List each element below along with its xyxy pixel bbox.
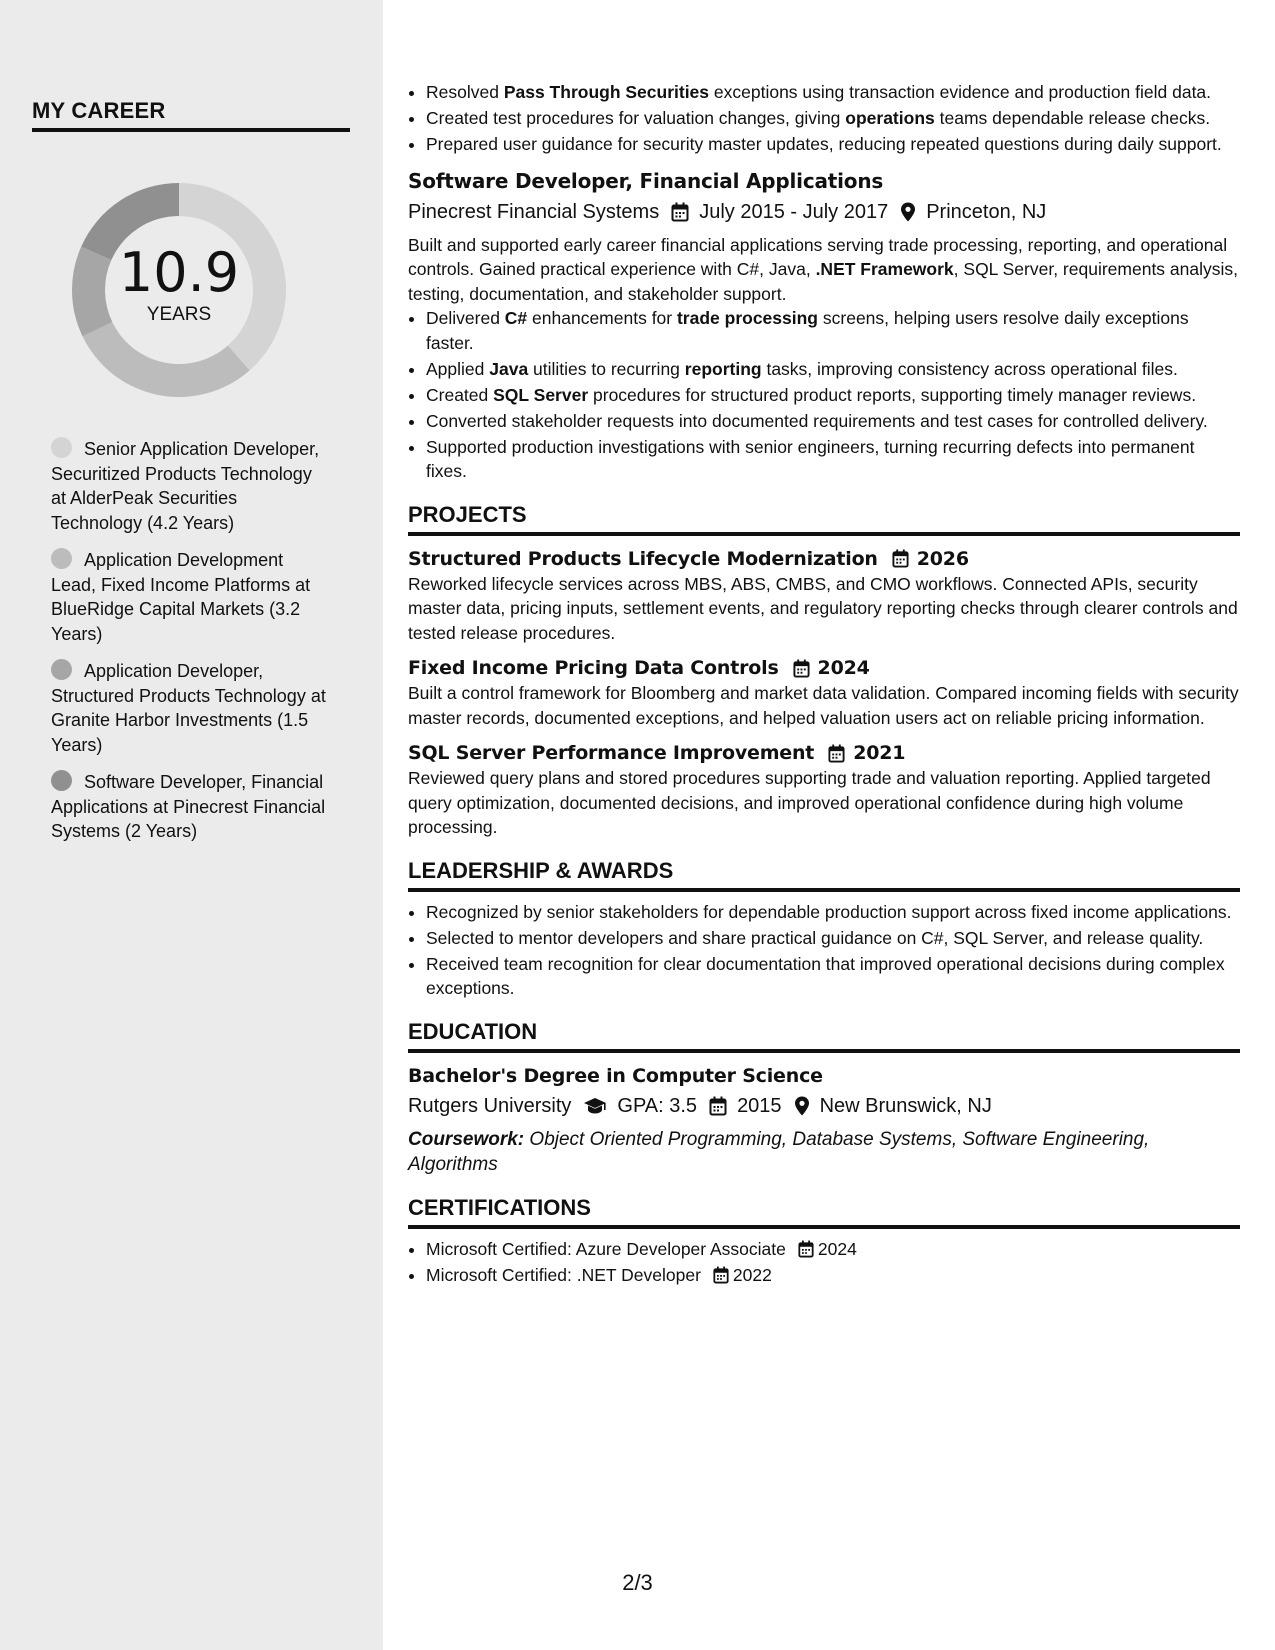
certifications-list (408, 1237, 1240, 1288)
project-year: 2026 (916, 547, 969, 570)
previous-job-bullets (408, 80, 1240, 157)
bullet-item: • Delivered C# enhancements for trade processing screens, helping users resolve daily exceptions faster. (426, 306, 1240, 355)
calendar-icon (793, 659, 810, 678)
school-location: New Brunswick, NJ (819, 1094, 992, 1117)
school-name: Rutgers University (408, 1094, 572, 1117)
bullet-item: • Created test procedures for valuation changes, giving operations teams dependable release checks. (426, 106, 1240, 131)
project-item (408, 548, 1240, 646)
project-description: Built a control framework for Bloomberg and market data validation. Compared incoming fields with security master records, documented exceptions, and helped valuation users act on reliable pricing information. (408, 683, 1239, 728)
leadership-heading: LEADERSHIP & AWARDS (408, 858, 1240, 892)
calendar-icon (798, 1240, 814, 1258)
calendar-icon (671, 202, 689, 222)
total-years-unit: YEARS (146, 304, 212, 325)
legend-label: Application Developer, Structured Products Technology at Granite Harbor Investments (1.5 Years) (51, 661, 326, 755)
legend-dot (51, 770, 72, 791)
bullet-item: • Applied Java utilities to recurring reporting tasks, improving consistency across operational files. (426, 357, 1240, 382)
project-title: Structured Products Lifecycle Modernization (408, 547, 878, 570)
graduation-year: 2015 (737, 1094, 782, 1117)
projects-heading: PROJECTS (408, 502, 1240, 536)
certification-name: • Microsoft Certified: .NET Developer (426, 1264, 701, 1285)
legend-label: Senior Application Developer, Securitized Products Technology at AlderPeak Securities Technology (4.2 Years) (51, 439, 320, 533)
calendar-icon (713, 1266, 729, 1284)
calendar-icon (828, 744, 845, 763)
location-pin-icon (794, 1096, 810, 1116)
bullet-item: • Selected to mentor developers and share practical guidance on C#, SQL Server, and release quality. (426, 926, 1240, 951)
legend-dot (51, 437, 72, 458)
project-year: 2021 (853, 742, 906, 764)
total-years-value: 10.9 (118, 241, 240, 304)
certification-item (426, 1237, 1240, 1262)
gpa: GPA: 3.5 (617, 1094, 698, 1117)
education-heading: EDUCATION (408, 1019, 1240, 1053)
graduation-cap-icon (583, 1097, 607, 1115)
bullet-item: • Prepared user guidance for security master updates, reducing repeated questions during daily support. (426, 132, 1240, 157)
certification-name: • Microsoft Certified: Azure Developer Associate (426, 1238, 786, 1259)
job-title: Software Developer, Financial Applications (408, 168, 884, 193)
legend-dot (51, 659, 72, 680)
career-donut-chart (66, 177, 292, 403)
bullet-item: • Received team recognition for clear documentation that improved operational decisions during complex exceptions. (426, 952, 1240, 1001)
legend-label: Application Development Lead, Fixed Income Platforms at BlueRidge Capital Markets (3.2 Years) (51, 550, 311, 644)
legend-label: Software Developer, Financial Applications at Pinecrest Financial Systems (2 Years) (51, 772, 326, 841)
project-year: 2024 (817, 657, 870, 679)
project-header (408, 742, 1240, 764)
donut-center (66, 177, 292, 403)
bullet-item: • Recognized by senior stakeholders for dependable production support across fixed income applications. (426, 900, 1240, 925)
job-dates: July 2015 - July 2017 (699, 200, 889, 223)
project-title: Fixed Income Pricing Data Controls (408, 657, 779, 679)
legend-item (51, 548, 326, 646)
project-item (408, 657, 1240, 730)
career-legend (51, 437, 326, 857)
certification-year: 2024 (817, 1238, 857, 1259)
bullet-item: • Created SQL Server procedures for structured product reports, supporting timely manager reviews. (426, 383, 1240, 408)
legend-item (51, 659, 326, 757)
legend-item (51, 770, 326, 844)
leadership-list (408, 900, 1240, 1001)
legend-item (51, 437, 326, 535)
career-sidebar (0, 0, 383, 1650)
legend-dot (51, 548, 72, 569)
job-meta (408, 197, 1240, 227)
job-company: Pinecrest Financial Systems (408, 200, 660, 223)
certification-year: 2022 (732, 1264, 772, 1285)
calendar-icon (709, 1096, 727, 1116)
career-section-title: MY CAREER (32, 98, 350, 132)
project-description: Reviewed query plans and stored procedures supporting trade and valuation reporting. Applied targeted query optimization, documented decisions, and improved operational confidence during high volume processing. (408, 768, 1211, 837)
project-title: SQL Server Performance Improvement (408, 742, 815, 764)
job-summary: Built and supported early career financial applications serving trade processing, reporting, and operational controls. Gained practical experience with C#, Java, .NET Framework, SQL Server, requirements analysis, testing, documentation, and stakeholder support. (408, 234, 1239, 304)
project-header (408, 657, 1240, 679)
certifications-heading: CERTIFICATIONS (408, 1195, 1240, 1229)
education-meta (408, 1091, 1240, 1121)
bullet-item: • Resolved Pass Through Securities exceptions using transaction evidence and production field data. (426, 80, 1240, 105)
coursework: Coursework: Object Oriented Programming, Database Systems, Software Engineering, Algorithms (408, 1128, 1150, 1175)
bullet-item: • Converted stakeholder requests into documented requirements and test cases for controlled delivery. (426, 409, 1240, 434)
project-header (408, 548, 1240, 570)
job-location: Princeton, NJ (926, 200, 1047, 223)
project-item (408, 742, 1240, 840)
main-content (408, 80, 1240, 1289)
job-bullets (408, 306, 1240, 484)
project-description: Reworked lifecycle services across MBS, ABS, CMBS, and CMO workflows. Connected APIs, security master data, pricing inputs, settlement events, and regulatory reporting checks through clearer controls and tested release procedures. (408, 573, 1238, 643)
location-pin-icon (900, 202, 916, 222)
degree-title: Bachelor's Degree in Computer Science (408, 1064, 823, 1087)
bullet-item: • Supported production investigations with senior engineers, turning recurring defects into permanent fixes. (426, 435, 1240, 484)
calendar-icon (892, 549, 909, 568)
certification-item (426, 1263, 1240, 1288)
page-number: 2/3 (622, 1570, 653, 1595)
